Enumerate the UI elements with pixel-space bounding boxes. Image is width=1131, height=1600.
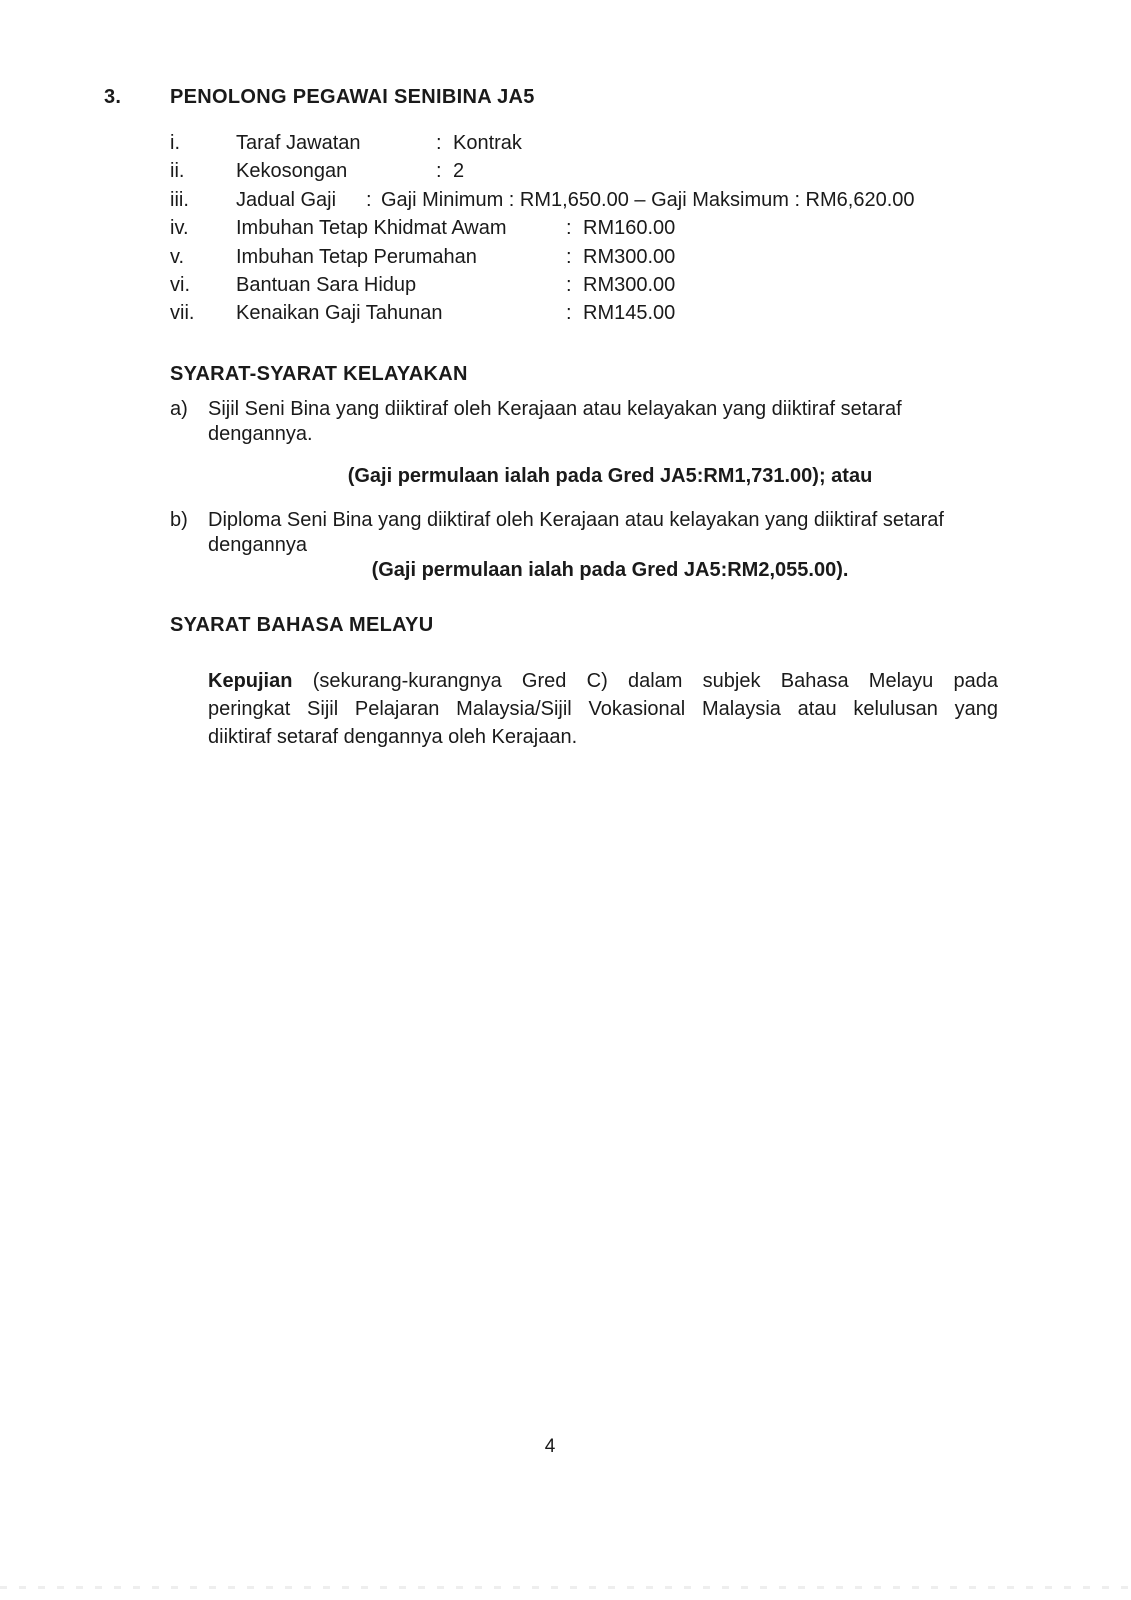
language-line-3: diiktiraf setaraf dengannya oleh Kerajaan. [208,726,578,748]
detail-label: Jadual Gaji [236,189,337,211]
language-line-1 [208,667,998,695]
detail-separator: : [436,160,442,182]
qualification-salary: (Gaji permulaan ialah pada Gred JA5:RM1,731.00); atau [347,465,873,487]
detail-number: iii. [170,189,189,211]
qualification-line: Diploma Seni Bina yang diiktiraf oleh Kerajaan atau kelayakan yang diiktiraf setaraf [208,509,944,531]
qualification-line: dengannya. [208,423,313,445]
detail-separator: : [566,217,572,239]
detail-label: Kenaikan Gaji Tahunan [236,302,443,324]
detail-label: Imbuhan Tetap Khidmat Awam [236,217,507,239]
qualification-marker: b) [170,509,188,531]
detail-number: vii. [170,302,195,324]
detail-value: Gaji Minimum : RM1,650.00 – Gaji Maksimum : RM6,620.00 [381,189,915,211]
detail-value: Kontrak [453,132,522,154]
language-paragraph [208,667,998,751]
qualification-salary: (Gaji permulaan ialah pada Gred JA5:RM2,055.00). [371,559,849,581]
detail-label: Imbuhan Tetap Perumahan [236,246,477,268]
detail-value: RM160.00 [583,217,676,239]
detail-value: RM300.00 [583,274,676,296]
section-number: 3. [104,86,122,108]
qualification-line: dengannya [208,534,307,556]
detail-label: Bantuan Sara Hidup [236,274,417,296]
detail-separator: : [366,189,372,211]
detail-separator: : [566,302,572,324]
qualifications-heading: SYARAT-SYARAT KELAYAKAN [170,363,468,385]
detail-value: RM300.00 [583,246,676,268]
detail-label: Taraf Jawatan [236,132,361,154]
detail-number: ii. [170,160,185,182]
language-bold-lead: Kepujian [208,670,293,692]
detail-number: vi. [170,274,190,296]
detail-label: Kekosongan [236,160,348,182]
section-title: PENOLONG PEGAWAI SENIBINA JA5 [170,86,535,108]
page-number: 4 [544,1436,556,1457]
detail-separator: : [566,274,572,296]
detail-separator: : [566,246,572,268]
detail-number: i. [170,132,180,154]
qualification-marker: a) [170,398,188,420]
scan-artifact-line [0,1586,1131,1589]
qualification-line: Sijil Seni Bina yang diiktiraf oleh Kerajaan atau kelayakan yang diiktiraf setaraf [208,398,902,420]
detail-value: RM145.00 [583,302,676,324]
detail-number: iv. [170,217,189,239]
language-heading: SYARAT BAHASA MELAYU [170,614,434,636]
detail-value: 2 [453,160,465,182]
language-line-1-rest: (sekurang-kurangnya Gred C) dalam subjek Bahasa Melayu pada [312,670,998,692]
detail-number: v. [170,246,185,268]
detail-separator: : [436,132,442,154]
language-line-2: peringkat Sijil Pelajaran Malaysia/Sijil Vokasional Malaysia atau kelulusan yang [208,698,998,720]
